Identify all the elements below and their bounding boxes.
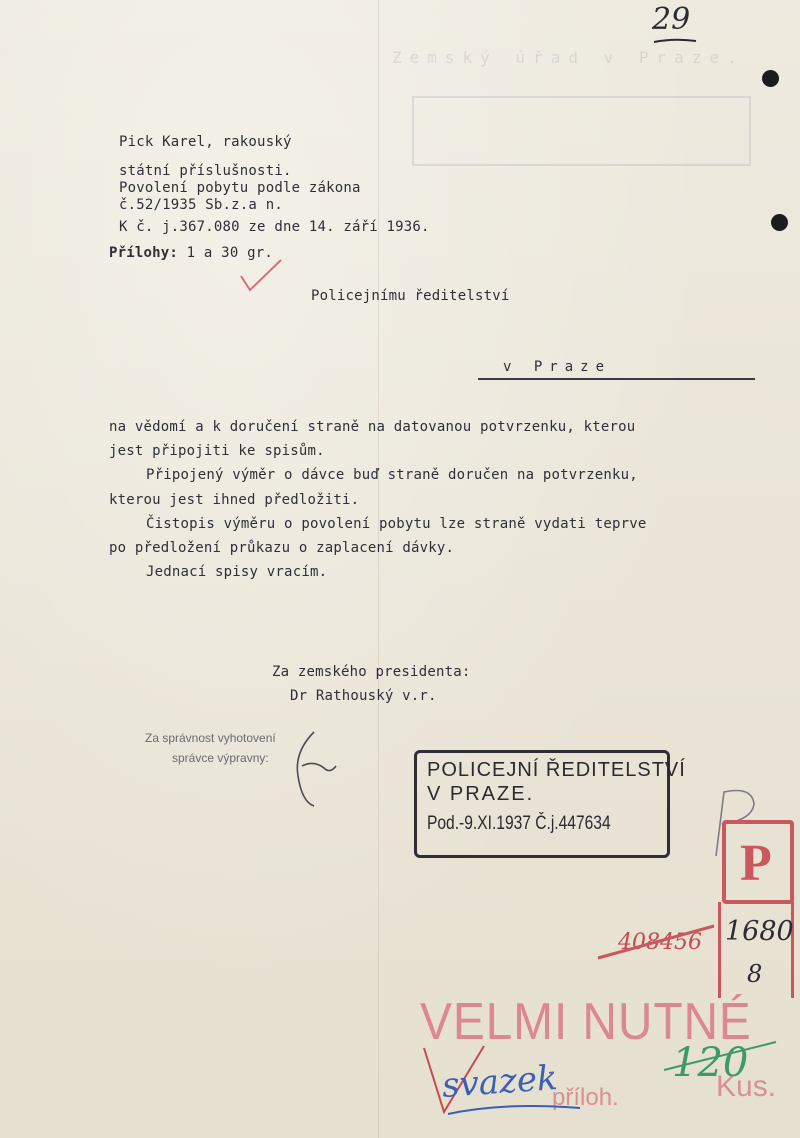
blue-handwriting: svazek xyxy=(440,1058,559,1106)
body-p4-line1: Jednací spisy vracím. xyxy=(146,564,328,580)
body-p1-line2: jest připojiti ke spisům. xyxy=(109,443,325,459)
body-p2-line2: kterou jest ihned předložiti. xyxy=(109,492,360,508)
sender-line-5: K č. j.367.080 ze dne 14. září 1936. xyxy=(119,219,430,235)
police-stamp-line-3: Pod.-9.XI.1937 Č.j.447634 xyxy=(427,813,611,834)
police-stamp-line-2: V PRAZE. xyxy=(427,783,535,805)
verification-line-2: správce výpravny: xyxy=(172,751,269,765)
verification-line-1: Za správnost vyhotovení xyxy=(145,731,276,745)
green-handwritten-number: 120 xyxy=(672,1040,749,1086)
recipient-underline xyxy=(478,378,755,380)
body-p2-line1: Připojený výměr o dávce buď straně doručen na potvrzenku, xyxy=(146,467,638,483)
sender-line-4: č.52/1935 Sb.z.a n. xyxy=(119,197,283,213)
sender-line-1: Pick Karel, rakouský xyxy=(119,134,292,150)
red-strike-line xyxy=(594,920,718,964)
box-number-2: 8 xyxy=(747,960,763,988)
page-number-underline xyxy=(652,36,698,46)
attachments-value: 1 a 30 gr. xyxy=(186,245,273,261)
green-strike-line xyxy=(660,1036,780,1076)
punch-hole-top xyxy=(762,70,779,87)
police-stamp-line-1: POLICEJNÍ ŘEDITELSTVÍ xyxy=(427,759,686,781)
sender-line-2: státní příslušnosti. xyxy=(119,163,292,179)
police-received-stamp xyxy=(414,750,686,858)
sender-line-3: Povolení pobytu podle zákona xyxy=(119,180,361,196)
red-p-box xyxy=(722,820,794,904)
red-p-letter: P xyxy=(740,835,772,892)
signature-line-1: Za zemského presidenta: xyxy=(272,664,471,680)
page-number: 29 xyxy=(652,2,691,37)
body-p3-line2: po předložení průkazu o zaplacení dávky. xyxy=(109,540,455,556)
punch-hole-bottom xyxy=(771,214,788,231)
red-check-mark-icon xyxy=(238,256,284,294)
box-number-1: 1680 xyxy=(725,916,794,947)
handwritten-initials xyxy=(284,726,344,810)
blue-underline xyxy=(444,1098,584,1120)
red-handwritten-number: 408456 xyxy=(618,930,702,955)
recipient-place: v Praze xyxy=(503,359,612,375)
red-number-column xyxy=(718,902,794,998)
body-p1-line1: na vědomí a k doručení straně na datovanou potvrzenku, kterou xyxy=(109,419,636,435)
recipient-name: Policejnímu ředitelství xyxy=(311,288,510,304)
paper-fold xyxy=(378,0,379,1138)
ghost-box xyxy=(412,96,751,166)
ghost-header: Zemský úřad v Praze. xyxy=(392,48,745,67)
urgent-stamp: VELMI NUTNÉ xyxy=(420,993,752,1051)
signature-line-2: Dr Rathouský v.r. xyxy=(290,688,437,704)
attachments-label: Přílohy: xyxy=(109,245,179,261)
attachments-stamp-1: příloh. xyxy=(552,1084,619,1111)
attachments-stamp-2: Kus. xyxy=(716,1070,777,1103)
body-p3-line1: Čistopis výměru o povolení pobytu lze straně vydati teprve xyxy=(146,516,647,532)
